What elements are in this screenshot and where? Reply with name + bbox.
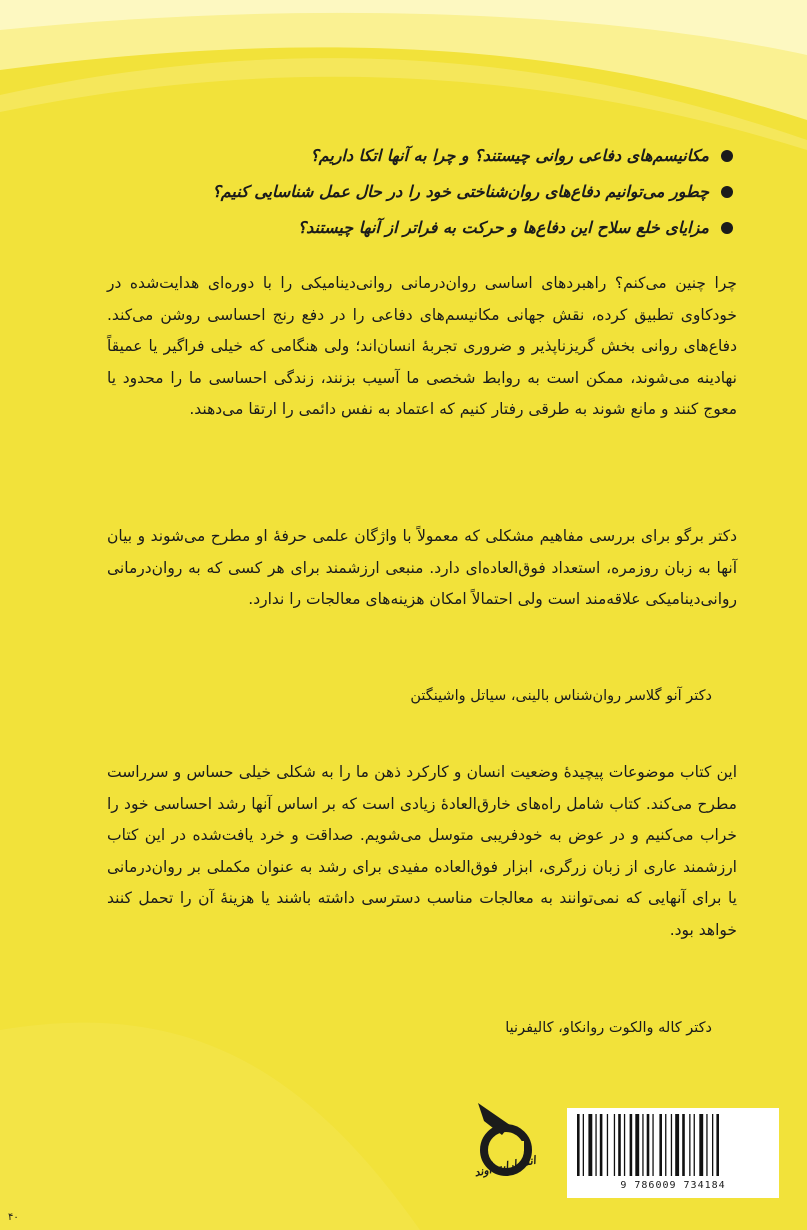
page-number: ۴۰ [8,1212,19,1223]
barcode-bars [567,1108,779,1180]
publisher-logo-graphic [470,1095,540,1205]
question-item [95,210,735,246]
question-text: مکانیسم‌های دفاعی روانی چیستند؟ و چرا به آنها اتکا داریم؟ [310,146,709,165]
bullet-icon [721,150,733,162]
isbn-barcode [567,1108,779,1198]
review-paragraph-1: دکتر برگو برای بررسی مفاهیم مشکلی که معمولاً با واژگان علمی حرفهٔ او مطرح می‌شوند و بیان آنها به زبان روزمره، استعداد فوق‌العاده‌ای دارد. منبعی ارزشمند برای هر کسی که به روان‌درمانی روانی‌دینامیکی علاقه‌مند است ولی احتمالاً امکان هزینه‌های معالجات را ندارد. [107,527,737,608]
review-paragraph-2: این کتاب موضوعات پیچیدهٔ وضعیت انسان و کارکرد ذهن ما را به شکلی خیلی حساس و سرراست مطرح می‌کند. کتاب شامل راه‌های خارق‌العادهٔ زیادی است که بر اساس آنها رشد احساسی خود را خراب می‌کنیم و در عوض به خودفریبی متوسل می‌شویم. صداقت و خرد یافت‌شده در این کتاب ارزشمند عاری از زبان زرگری، ابزار فوق‌العاده مفیدی برای رشد به عنوان مکملی بر روان‌درمانی یا برای آنهایی که نمی‌توانند به معالجات مناسب دسترسی داشته باشند یا هزینهٔ آن را تحمل کنند خواهد بود. [107,763,737,939]
bullet-icon [721,186,733,198]
publisher-name: انتشارات آوند [473,1153,537,1180]
question-text: چطور می‌توانیم دفاع‌های روان‌شناختی خود را در حال عمل شناسایی کنیم؟ [212,182,709,201]
publisher-logo-icon [470,1095,540,1205]
reviewer-signature-2: دکتر کاله والکوت روانکاو، کالیفرنیا [505,1020,712,1036]
bullet-icon [721,222,733,234]
question-text: مزایای خلع سلاح این دفاع‌ها و حرکت به فراتر از آنها چیستند؟ [297,218,709,237]
isbn-number: 9 786009 734184 [620,1180,726,1191]
question-item [95,174,735,210]
question-item [95,138,735,174]
question-list [95,138,735,246]
reviewer-signature-1: دکتر آنو گلاسر روان‌شناس بالینی، سیاتل واشینگتن [410,688,712,704]
intro-paragraph: چرا چنین می‌کنم؟ راهبردهای اساسی روان‌درمانی روانی‌دینامیکی را با دوره‌ای هدایت‌شده در خودکاوی تطبیق کرده، نقش جهانی مکانیسم‌های دفاعی را در دفع رنج احساسی روشن می‌کند. دفاع‌های روانی بخش گریزناپذیر و ضروری تجربهٔ انسان‌اند؛ ولی هنگامی که خیلی فراگیر یا عمیقاً نهادینه می‌شوند، ممکن است به روابط شخصی ما آسیب بزنند، زندگی احساسی ما را محدود یا معوج کنند و مانع شوند به طرقی رفتار کنیم که اعتماد به نفس دائمی را ارتقا می‌دهند. [107,274,737,418]
